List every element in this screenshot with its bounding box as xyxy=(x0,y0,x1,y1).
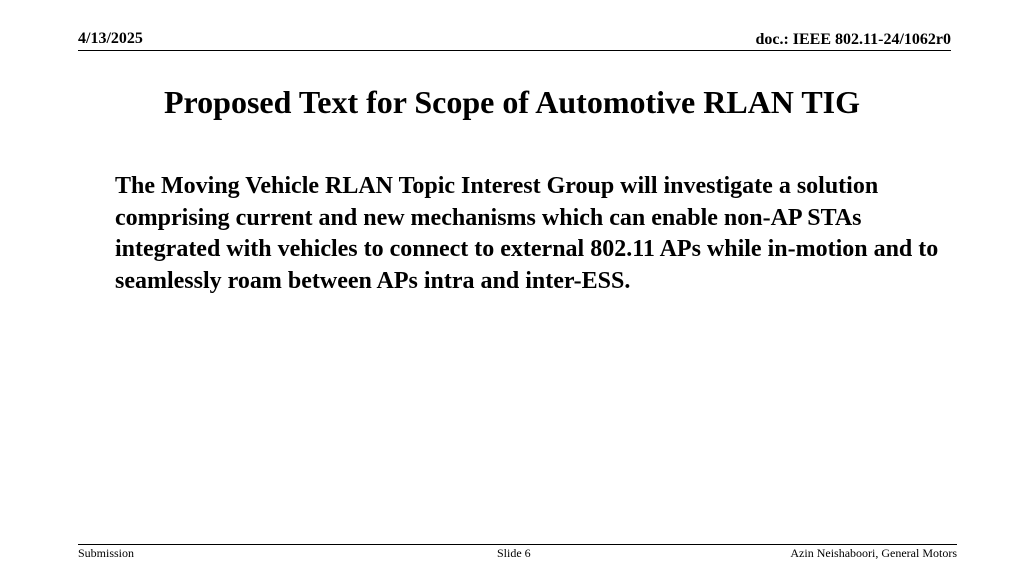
footer-slide-number: Slide 6 xyxy=(497,546,531,560)
footer-divider xyxy=(78,544,957,545)
header-divider xyxy=(78,50,951,51)
header-date: 4/13/2025 xyxy=(78,30,143,47)
slide-body xyxy=(115,171,955,297)
footer-submission: Submission xyxy=(78,546,135,560)
scope-paragraph: The Moving Vehicle RLAN Topic Interest Group will investigate a solution comprising current and new mechanisms which can enable non-AP STAs integrated with vehicles to connect to external 802.11 APs while in-motion and to seamlessly roam between APs intra and inter-ESS. xyxy=(115,173,939,294)
header-doc-id: doc.: IEEE 802.11-24/1062r0 xyxy=(755,31,951,48)
slide-title: Proposed Text for Scope of Automotive RLAN TIG xyxy=(163,84,861,120)
footer-author: Azin Neishaboori, General Motors xyxy=(790,546,957,560)
